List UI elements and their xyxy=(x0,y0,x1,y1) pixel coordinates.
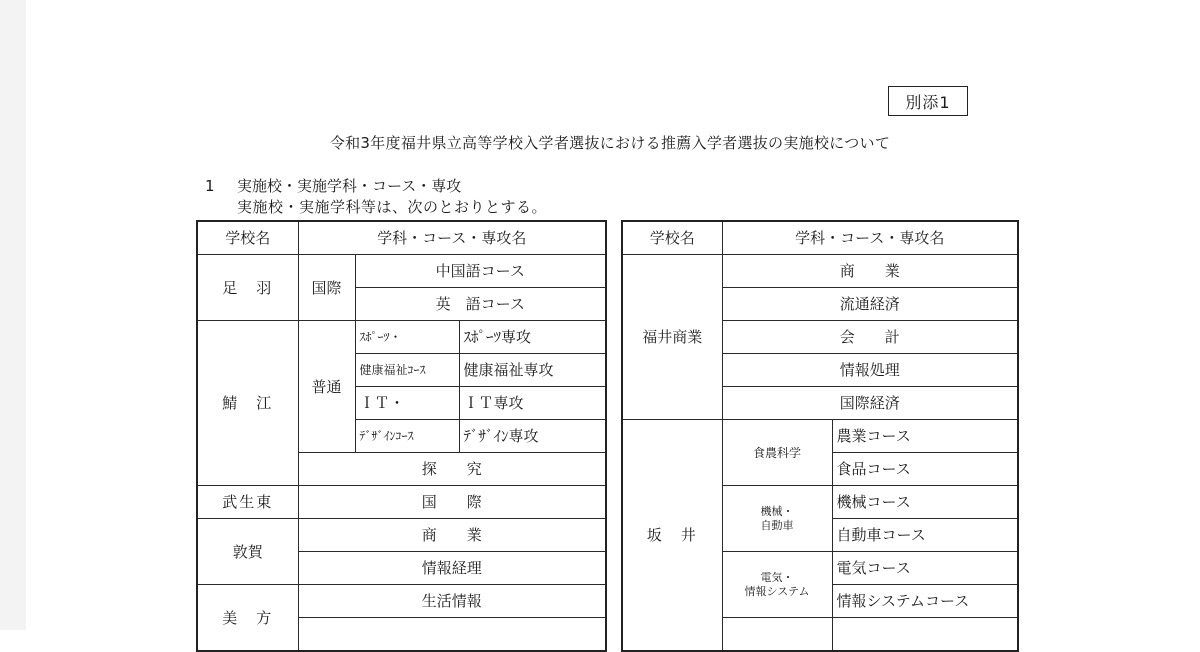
dept-denki xyxy=(722,552,832,618)
course-english: 英 語コース xyxy=(355,288,606,321)
section-heading xyxy=(205,175,461,196)
course-cutoff xyxy=(832,618,1018,652)
course-sports-line1: ｽﾎﾟｰﾂ・ xyxy=(355,321,459,354)
school-tsuruga: 敦賀 xyxy=(197,519,298,585)
table-row xyxy=(197,519,606,552)
table-row xyxy=(197,321,606,354)
dept-kikai-line1: 機械・ xyxy=(760,504,794,518)
dept-kokusai: 国際 xyxy=(298,255,355,321)
header-course-name: 学科・コース・専攻名 xyxy=(722,221,1018,255)
course-it-line1: ＩＴ・ xyxy=(355,387,459,420)
course-shogyo: 商 業 xyxy=(298,519,606,552)
scan-page-edge xyxy=(0,0,26,630)
school-sabae: 鯖 江 xyxy=(197,321,298,486)
course-it-line2: ﾃﾞｻﾞｲﾝｺｰｽ xyxy=(355,420,459,453)
table-row xyxy=(197,486,606,519)
course-seikatsujoho: 生活情報 xyxy=(298,585,606,618)
dept-cutoff xyxy=(722,618,832,652)
header-course-name: 学科・コース・専攻名 xyxy=(298,221,606,255)
course-joho: 情報処理 xyxy=(722,354,1018,387)
dept-denki-line1: 電気・ xyxy=(760,570,794,584)
course-jidosha: 自動車コース xyxy=(832,519,1018,552)
course-nogyo: 農業コース xyxy=(832,420,1018,453)
course-kikai: 機械コース xyxy=(832,486,1018,519)
left-schools-table xyxy=(196,220,607,652)
dept-kikai-line2: 自動車 xyxy=(760,518,794,532)
right-schools-table xyxy=(621,220,1019,652)
header-school-name: 学校名 xyxy=(197,221,298,255)
course-chinese: 中国語コース xyxy=(355,255,606,288)
section-intro: 実施校・実施学科等は、次のとおりとする。 xyxy=(237,198,548,216)
dept-kikai xyxy=(722,486,832,552)
school-sakai: 坂 井 xyxy=(622,420,722,652)
school-asuwa: 足 羽 xyxy=(197,255,298,321)
header-school-name: 学校名 xyxy=(622,221,722,255)
table-row xyxy=(197,585,606,618)
dept-denki-line2: 情報システム xyxy=(744,584,810,598)
course-tankyu: 探 究 xyxy=(298,453,606,486)
major-health: 健康福祉専攻 xyxy=(459,354,606,387)
course-kaikei: 会 計 xyxy=(722,321,1018,354)
course-cutoff xyxy=(298,618,606,652)
attachment-label: 別添1 xyxy=(888,86,968,116)
table-row xyxy=(197,255,606,288)
major-it: ＩＴ専攻 xyxy=(459,387,606,420)
school-takefu-higashi: 武生東 xyxy=(197,486,298,519)
course-denki: 電気コース xyxy=(832,552,1018,585)
course-kokusai-keizai: 国際経済 xyxy=(722,387,1018,420)
dept-futsu: 普通 xyxy=(298,321,355,453)
table-row xyxy=(622,255,1018,288)
right-table-header xyxy=(622,221,1018,255)
section-number: 1 xyxy=(205,177,215,195)
major-sports: ｽﾎﾟｰﾂ専攻 xyxy=(459,321,606,354)
table-row xyxy=(622,420,1018,453)
document-title: 令和3年度福井県立高等学校入学者選抜における推薦入学者選抜の実施校について xyxy=(329,134,891,152)
left-table-header xyxy=(197,221,606,255)
course-joho-system: 情報システムコース xyxy=(832,585,1018,618)
course-sports-line2: 健康福祉ｺｰｽ xyxy=(355,354,459,387)
course-shokuhin: 食品コース xyxy=(832,453,1018,486)
major-design: ﾃﾞｻﾞｲﾝ専攻 xyxy=(459,420,606,453)
section-heading-text: 実施校・実施学科・コース・専攻 xyxy=(237,177,462,195)
school-fukui-shogyo: 福井商業 xyxy=(622,255,722,420)
school-mikata: 美 方 xyxy=(197,585,298,652)
course-shogyo: 商 業 xyxy=(722,255,1018,288)
course-johokeiri: 情報経理 xyxy=(298,552,606,585)
course-kokusai: 国 際 xyxy=(298,486,606,519)
course-ryutsu: 流通経済 xyxy=(722,288,1018,321)
dept-shokuno: 食農科学 xyxy=(722,420,832,486)
